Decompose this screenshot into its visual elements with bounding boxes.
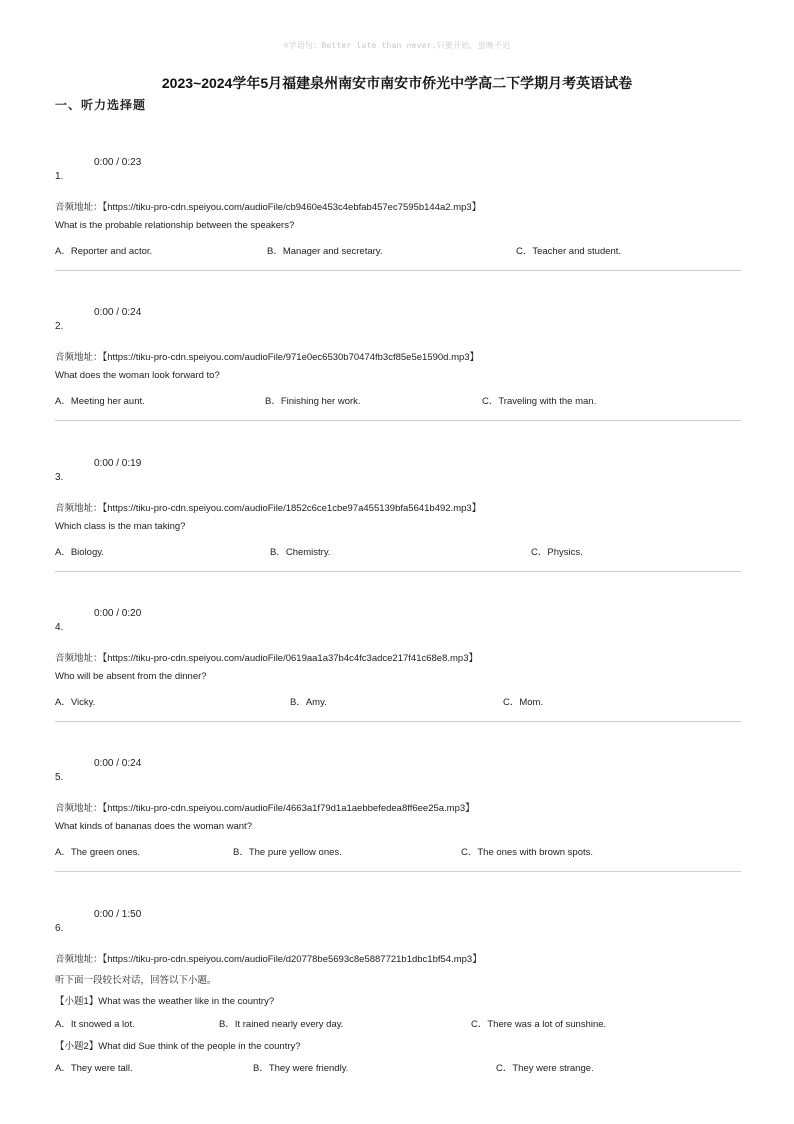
option-a[interactable]: A．Biology. [55,547,104,558]
question-text: Who will be absent from the dinner? [55,671,207,682]
question-number: 3. [55,472,64,483]
sub1-option-b[interactable]: B．It rained nearly every day. [219,1019,344,1030]
question-number: 5. [55,772,64,783]
sub2-option-b[interactable]: B．They were friendly. [253,1063,349,1074]
section-heading: 一、听力选择题 [55,98,147,112]
audio-url: 音频地址：【https://tiku-pro-cdn.speiyou.com/audioFile/1852c6ce1cbe97a455139bfa5641b492.mp3】 [55,503,482,514]
audio-player-time[interactable]: 0:00 / 0:24 [94,307,142,318]
audio-url: 音频地址：【https://tiku-pro-cdn.speiyou.com/audioFile/4663a1f79d1a1aebbefedea8ff6ee25a.mp3】 [55,803,475,814]
sub1-option-a[interactable]: A．It snowed a lot. [55,1019,135,1030]
sub2-option-c[interactable]: C．They were strange. [496,1063,594,1074]
option-c[interactable]: C．Traveling with the man. [482,396,597,407]
question-3 [55,458,741,608]
audio-url: 音频地址：【https://tiku-pro-cdn.speiyou.com/audioFile/971e0ec6530b70474fb3cf85e5e1590d.mp3】 [55,352,480,363]
audio-url: 音频地址：【https://tiku-pro-cdn.speiyou.com/audioFile/0619aa1a37b4c4fc3adce217f41c68e8.mp3】 [55,653,478,664]
option-a[interactable]: A．Reporter and actor. [55,246,153,257]
divider [55,420,741,421]
audio-url: 音频地址：【https://tiku-pro-cdn.speiyou.com/audioFile/cb9460e453c4ebfab457ec7595b144a2.mp3】 [55,202,482,213]
option-c[interactable]: C．Physics. [531,547,583,558]
page-title: 2023~2024学年5月福建泉州南安市南安市侨光中学高二下学期月考英语试卷 [161,75,633,91]
option-b[interactable]: B．Finishing her work. [265,396,361,407]
option-a[interactable]: A．The green ones. [55,847,141,858]
question-1 [55,157,741,307]
question-text: Which class is the man taking? [55,521,186,532]
option-a[interactable]: A．Meeting her aunt. [55,396,145,407]
question-intro: 听下面一段较长对话，回答以下小题。 [55,975,217,986]
question-number: 1. [55,171,64,182]
audio-player-time[interactable]: 0:00 / 1:50 [94,909,142,920]
question-2 [55,307,741,457]
option-b[interactable]: B．Chemistry. [270,547,331,558]
question-4 [55,608,741,758]
divider [55,871,741,872]
audio-player-time[interactable]: 0:00 / 0:24 [94,758,142,769]
sub1-option-c[interactable]: C．There was a lot of sunshine. [471,1019,607,1030]
option-c[interactable]: C．Teacher and student. [516,246,622,257]
question-number: 4. [55,622,64,633]
divider [55,270,741,271]
page-watermark: ☺学语句：Better late than never.只要开始，虽晚不迟 [283,41,511,50]
audio-player-time[interactable]: 0:00 / 0:20 [94,608,142,619]
question-text: What kinds of bananas does the woman want? [55,821,252,832]
sub-question-1: 【小题1】What was the weather like in the country? [55,996,275,1007]
divider [55,571,741,572]
option-a[interactable]: A．Vicky. [55,697,96,708]
question-text: What does the woman look forward to? [55,370,220,381]
sub2-option-a[interactable]: A．They were tall. [55,1063,133,1074]
option-c[interactable]: C．Mom. [503,697,544,708]
sub-question-2: 【小题2】What did Sue think of the people in the country? [55,1041,301,1052]
audio-url: 音频地址：【https://tiku-pro-cdn.speiyou.com/audioFile/d20778be5693c8e5887721b1dbc1bf54.mp3】 [55,954,482,965]
option-b[interactable]: B．Manager and secretary. [267,246,383,257]
option-b[interactable]: B．The pure yellow ones. [233,847,342,858]
audio-player-time[interactable]: 0:00 / 0:19 [94,458,142,469]
question-5 [55,758,741,908]
question-number: 2. [55,321,64,332]
divider [55,721,741,722]
question-6 [55,909,741,1084]
option-b[interactable]: B．Amy. [290,697,327,708]
option-c[interactable]: C．The ones with brown spots. [461,847,594,858]
question-text: What is the probable relationship between the speakers? [55,220,295,231]
audio-player-time[interactable]: 0:00 / 0:23 [94,157,142,168]
question-number: 6. [55,923,64,934]
